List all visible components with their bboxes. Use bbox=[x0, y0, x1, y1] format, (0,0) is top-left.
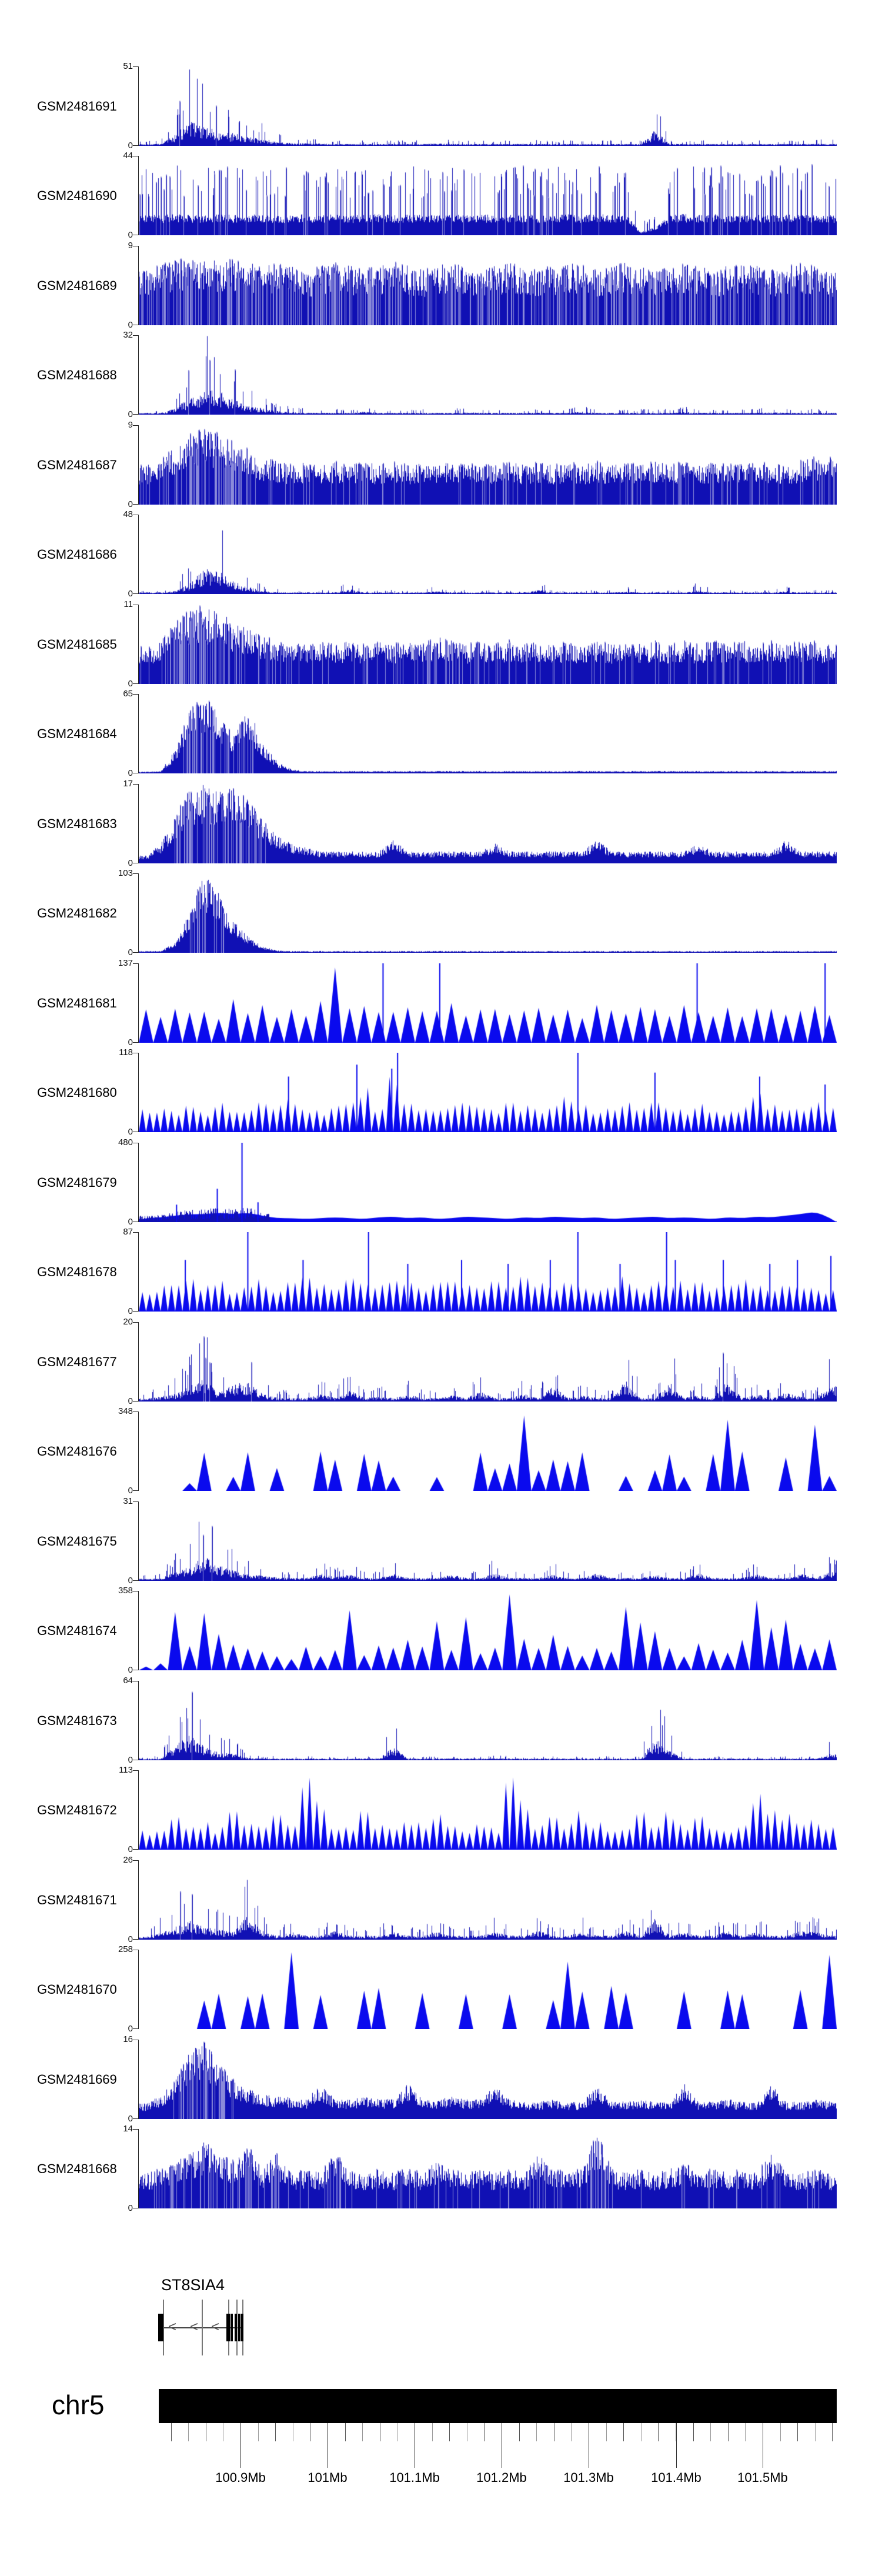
axis-major-tick bbox=[676, 2423, 677, 2468]
track-y-axis bbox=[138, 605, 837, 684]
track-y-axis bbox=[138, 515, 837, 594]
track-zero-label: 0 bbox=[128, 2203, 133, 2214]
track-row bbox=[0, 2124, 882, 2214]
track-ymax-label: 32 bbox=[123, 330, 133, 341]
track-zero-label: 0 bbox=[128, 1127, 133, 1137]
track-row bbox=[0, 1047, 882, 1137]
track-y-axis bbox=[138, 1143, 837, 1222]
track-zero-label: 0 bbox=[128, 2113, 133, 2124]
track-y-axis bbox=[138, 1591, 837, 1670]
axis-tick bbox=[133, 2129, 138, 2130]
axis-tick bbox=[133, 1490, 138, 1491]
track-plot-canvas bbox=[139, 784, 837, 863]
track-row bbox=[0, 1316, 882, 1406]
track-y-axis bbox=[138, 1770, 837, 1850]
axis-minor-tick bbox=[745, 2423, 746, 2441]
track-ymax-label: 103 bbox=[118, 868, 133, 879]
track-row bbox=[0, 240, 882, 330]
track-y-axis bbox=[138, 66, 837, 146]
track-y-axis bbox=[138, 963, 837, 1043]
track-label: GSM2481689 bbox=[37, 278, 117, 293]
track-label: GSM2481671 bbox=[37, 1892, 117, 1907]
axis-minor-tick bbox=[728, 2423, 729, 2441]
axis-tick-label: 100.9Mb bbox=[215, 2470, 266, 2485]
axis-minor-tick bbox=[536, 2423, 537, 2441]
track-ymax-label: 64 bbox=[123, 1675, 133, 1686]
track-label: GSM2481691 bbox=[37, 99, 117, 114]
track-ymax-label: 348 bbox=[118, 1406, 133, 1417]
track-row bbox=[0, 1944, 882, 2034]
axis-tick bbox=[133, 873, 138, 874]
gene-label: ST8SIA4 bbox=[161, 2276, 225, 2294]
axis-tick bbox=[133, 66, 138, 67]
axis-tick bbox=[133, 1311, 138, 1312]
track-plot-canvas bbox=[139, 1681, 837, 1760]
track-ymax-label: 20 bbox=[123, 1316, 133, 1327]
track-y-axis bbox=[138, 873, 837, 953]
axis-minor-tick bbox=[606, 2423, 607, 2441]
track-ymax-label: 17 bbox=[123, 778, 133, 789]
axis-tick bbox=[133, 593, 138, 594]
axis-minor-tick bbox=[780, 2423, 781, 2441]
track-label: GSM2481681 bbox=[37, 995, 117, 1010]
axis-minor-tick bbox=[275, 2423, 276, 2441]
track-zero-label: 0 bbox=[128, 2024, 133, 2034]
axis-minor-tick bbox=[432, 2423, 433, 2441]
track-y-axis bbox=[138, 156, 837, 235]
track-plot-canvas bbox=[139, 1232, 837, 1312]
track-row bbox=[0, 419, 882, 509]
axis-tick bbox=[133, 1580, 138, 1581]
track-plot-canvas bbox=[139, 1053, 837, 1132]
track-plot-canvas bbox=[139, 1143, 837, 1222]
axis-tick bbox=[133, 952, 138, 953]
track-label: GSM2481675 bbox=[37, 1533, 117, 1549]
axis-minor-tick bbox=[484, 2423, 485, 2441]
track-plot-canvas bbox=[139, 2040, 837, 2119]
track-ymax-label: 137 bbox=[118, 957, 133, 968]
axis-minor-tick bbox=[571, 2423, 572, 2441]
track-row bbox=[0, 1227, 882, 1317]
track-row bbox=[0, 599, 882, 689]
gene-exon-box bbox=[238, 2314, 240, 2341]
track-plot-canvas bbox=[139, 246, 837, 325]
track-label: GSM2481677 bbox=[37, 1354, 117, 1369]
track-zero-label: 0 bbox=[128, 947, 133, 958]
track-label: GSM2481687 bbox=[37, 457, 117, 472]
axis-minor-tick bbox=[519, 2423, 520, 2441]
track-plot-canvas bbox=[139, 1322, 837, 1402]
track-y-axis bbox=[138, 1053, 837, 1132]
track-y-axis bbox=[138, 1322, 837, 1402]
track-y-axis bbox=[138, 425, 837, 505]
track-row bbox=[0, 1765, 882, 1855]
track-y-axis bbox=[138, 2040, 837, 2119]
axis-tick bbox=[133, 1849, 138, 1850]
track-plot-canvas bbox=[139, 1950, 837, 2029]
track-ymax-label: 9 bbox=[128, 240, 133, 251]
track-plot-canvas bbox=[139, 694, 837, 773]
track-row bbox=[0, 868, 882, 958]
axis-tick bbox=[133, 1501, 138, 1502]
axis-minor-tick bbox=[171, 2423, 172, 2441]
track-ymax-label: 480 bbox=[118, 1137, 133, 1147]
axis-tick bbox=[133, 1232, 138, 1233]
axis-tick bbox=[133, 504, 138, 505]
axis-minor-tick bbox=[449, 2423, 450, 2441]
track-label: GSM2481686 bbox=[37, 547, 117, 562]
track-plot-canvas bbox=[139, 515, 837, 594]
track-plot-canvas bbox=[139, 425, 837, 505]
track-y-axis bbox=[138, 1681, 837, 1760]
track-ymax-label: 44 bbox=[123, 151, 133, 161]
track-label: GSM2481688 bbox=[37, 368, 117, 383]
track-ymax-label: 87 bbox=[123, 1227, 133, 1237]
track-label: GSM2481683 bbox=[37, 816, 117, 831]
axis-minor-tick bbox=[623, 2423, 624, 2441]
axis-tick bbox=[133, 1939, 138, 1940]
axis-minor-tick bbox=[710, 2423, 711, 2441]
axis-major-tick bbox=[240, 2423, 241, 2468]
track-row bbox=[0, 1675, 882, 1765]
strand-arrow-icon: < bbox=[190, 2319, 199, 2335]
track-y-axis bbox=[138, 1232, 837, 1312]
axis-tick bbox=[133, 425, 138, 426]
axis-minor-tick bbox=[362, 2423, 363, 2441]
track-zero-label: 0 bbox=[128, 499, 133, 509]
track-y-axis bbox=[138, 1860, 837, 1940]
track-row bbox=[0, 1496, 882, 1586]
gene-exon-box bbox=[158, 2314, 163, 2341]
axis-minor-tick bbox=[815, 2423, 816, 2441]
track-ymax-label: 9 bbox=[128, 419, 133, 430]
axis-tick bbox=[133, 963, 138, 964]
track-y-axis bbox=[138, 784, 837, 863]
axis-minor-tick bbox=[641, 2423, 642, 2441]
track-label: GSM2481668 bbox=[37, 2161, 117, 2177]
track-zero-label: 0 bbox=[128, 230, 133, 241]
track-row bbox=[0, 61, 882, 151]
gene-exon-box bbox=[226, 2314, 230, 2341]
track-y-axis bbox=[138, 335, 837, 415]
track-label: GSM2481674 bbox=[37, 1623, 117, 1639]
axis-tick bbox=[133, 414, 138, 415]
track-y-axis bbox=[138, 1412, 837, 1491]
track-label: GSM2481682 bbox=[37, 906, 117, 921]
gene-exon-box bbox=[230, 2314, 233, 2341]
track-zero-label: 0 bbox=[128, 1665, 133, 1676]
axis-minor-tick bbox=[258, 2423, 259, 2441]
track-plot-canvas bbox=[139, 605, 837, 684]
track-plot-canvas bbox=[139, 1412, 837, 1491]
track-plot-canvas bbox=[139, 873, 837, 953]
axis-tick bbox=[133, 1042, 138, 1043]
track-row bbox=[0, 1406, 882, 1496]
axis-tick bbox=[133, 335, 138, 336]
track-zero-label: 0 bbox=[128, 1306, 133, 1317]
axis-tick bbox=[133, 784, 138, 785]
track-label: GSM2481673 bbox=[37, 1713, 117, 1728]
track-zero-label: 0 bbox=[128, 1754, 133, 1765]
axis-tick-label: 101.3Mb bbox=[563, 2470, 614, 2485]
track-zero-label: 0 bbox=[128, 409, 133, 420]
axis-tick-label: 101.5Mb bbox=[737, 2470, 788, 2485]
track-label: GSM2481670 bbox=[37, 1982, 117, 1997]
axis-minor-tick bbox=[188, 2423, 189, 2441]
track-plot-canvas bbox=[139, 66, 837, 146]
track-ymax-label: 14 bbox=[123, 2124, 133, 2134]
track-plot-canvas bbox=[139, 963, 837, 1043]
gene-exon-tick bbox=[202, 2300, 203, 2355]
axis-minor-tick bbox=[832, 2423, 833, 2441]
track-label: GSM2481684 bbox=[37, 726, 117, 742]
track-zero-label: 0 bbox=[128, 1037, 133, 1047]
track-row bbox=[0, 330, 882, 420]
track-ymax-label: 51 bbox=[123, 61, 133, 71]
track-ymax-label: 113 bbox=[119, 1765, 133, 1776]
track-zero-label: 0 bbox=[128, 1844, 133, 1855]
track-ymax-label: 65 bbox=[123, 689, 133, 699]
axis-tick bbox=[133, 2118, 138, 2119]
track-plot-canvas bbox=[139, 335, 837, 415]
track-row bbox=[0, 957, 882, 1047]
axis-tick bbox=[133, 1401, 138, 1402]
track-row bbox=[0, 689, 882, 779]
track-row bbox=[0, 509, 882, 599]
track-zero-label: 0 bbox=[128, 768, 133, 779]
track-zero-label: 0 bbox=[128, 678, 133, 689]
track-ymax-label: 118 bbox=[119, 1047, 133, 1058]
track-plot-canvas bbox=[139, 1501, 837, 1581]
track-zero-label: 0 bbox=[128, 1216, 133, 1227]
gene-exon-box bbox=[235, 2314, 237, 2341]
track-ymax-label: 31 bbox=[123, 1496, 133, 1506]
strand-arrow-icon: < bbox=[211, 2319, 220, 2335]
track-label: GSM2481676 bbox=[37, 1444, 117, 1459]
track-zero-label: 0 bbox=[128, 1396, 133, 1406]
track-row bbox=[0, 1137, 882, 1227]
axis-tick bbox=[133, 683, 138, 684]
strand-arrow-icon: < bbox=[168, 2319, 177, 2335]
axis-tick bbox=[133, 694, 138, 695]
axis-tick-label: 101Mb bbox=[308, 2470, 348, 2485]
track-zero-label: 0 bbox=[128, 141, 133, 151]
chromosome-label: chr5 bbox=[52, 2390, 105, 2420]
track-zero-label: 0 bbox=[128, 589, 133, 599]
axis-tick bbox=[133, 2028, 138, 2029]
track-y-axis bbox=[138, 2129, 837, 2208]
track-label: GSM2481672 bbox=[37, 1803, 117, 1818]
track-y-axis bbox=[138, 1950, 837, 2029]
track-zero-label: 0 bbox=[128, 1934, 133, 1944]
track-label: GSM2481685 bbox=[37, 636, 117, 652]
track-plot-canvas bbox=[139, 1770, 837, 1850]
axis-tick-label: 101.1Mb bbox=[389, 2470, 440, 2485]
track-row bbox=[0, 151, 882, 241]
track-plot-canvas bbox=[139, 156, 837, 235]
track-ymax-label: 16 bbox=[123, 2034, 133, 2044]
axis-tick bbox=[133, 145, 138, 146]
axis-minor-tick bbox=[693, 2423, 694, 2441]
axis-tick bbox=[133, 1860, 138, 1861]
track-ymax-label: 258 bbox=[118, 1944, 133, 1955]
track-y-axis bbox=[138, 246, 837, 325]
track-ymax-label: 26 bbox=[123, 1854, 133, 1865]
track-zero-label: 0 bbox=[128, 857, 133, 868]
axis-tick bbox=[133, 1322, 138, 1323]
track-row bbox=[0, 778, 882, 868]
track-zero-label: 0 bbox=[128, 1486, 133, 1496]
track-row bbox=[0, 2034, 882, 2124]
axis-minor-tick bbox=[658, 2423, 659, 2441]
axis-minor-tick bbox=[797, 2423, 798, 2441]
track-row bbox=[0, 1586, 882, 1676]
track-plot-canvas bbox=[139, 1860, 837, 1940]
axis-tick-label: 101.4Mb bbox=[651, 2470, 701, 2485]
track-y-axis bbox=[138, 1501, 837, 1581]
track-zero-label: 0 bbox=[128, 1575, 133, 1586]
track-row bbox=[0, 1854, 882, 1944]
track-label: GSM2481679 bbox=[37, 1174, 117, 1190]
axis-minor-tick bbox=[345, 2423, 346, 2441]
track-label: GSM2481690 bbox=[37, 188, 117, 203]
track-plot-canvas bbox=[139, 2129, 837, 2208]
track-y-axis bbox=[138, 694, 837, 773]
track-zero-label: 0 bbox=[128, 319, 133, 330]
gene-exon-box bbox=[240, 2314, 243, 2341]
track-label: GSM2481680 bbox=[37, 1085, 117, 1100]
track-label: GSM2481669 bbox=[37, 2071, 117, 2087]
track-plot-canvas bbox=[139, 1591, 837, 1670]
axis-tick-label: 101.2Mb bbox=[476, 2470, 527, 2485]
chromosome-ideogram bbox=[159, 2389, 837, 2423]
track-label: GSM2481678 bbox=[37, 1264, 117, 1280]
axis-tick bbox=[133, 1770, 138, 1771]
track-ymax-label: 11 bbox=[123, 599, 133, 609]
track-ymax-label: 358 bbox=[118, 1586, 133, 1596]
track-ymax-label: 48 bbox=[123, 509, 133, 520]
